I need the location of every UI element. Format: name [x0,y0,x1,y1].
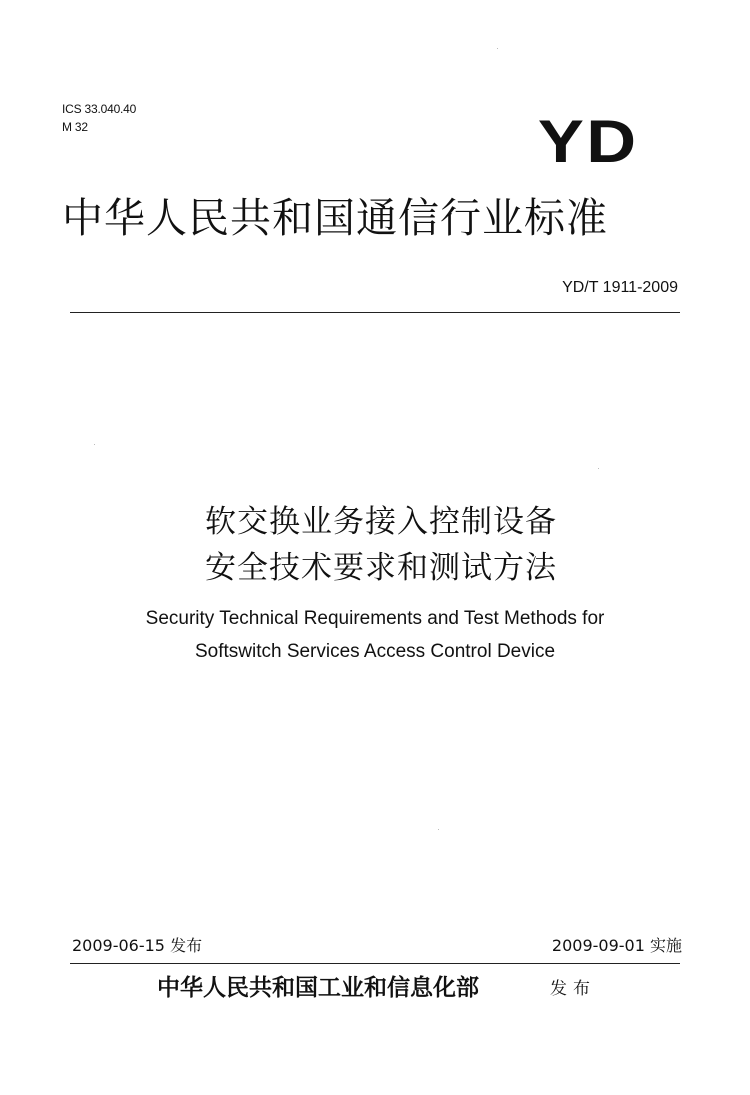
scan-speck [497,48,498,49]
english-title-line-2: Softswitch Services Access Control Device [194,641,556,662]
bottom-divider [70,963,680,964]
ccs-code: M 32 [62,120,88,134]
yd-logo: YD [537,108,638,175]
english-title-line-1: Security Technical Requirements and Test Methods for [145,608,605,629]
chinese-title-line-1: 软交换业务接入控制设备 [205,504,557,540]
ics-code: ICS 33.040.40 [62,102,137,116]
scan-speck [598,468,599,469]
top-divider [70,312,680,313]
issue-date: 2009-06-15 发布 [72,936,203,955]
chinese-title-line-2: 安全技术要求和测试方法 [205,550,557,586]
scan-speck [94,444,95,445]
standard-type-heading: 中华人民共和国通信行业标准 [62,194,608,242]
scan-speck [438,829,439,830]
standard-number: YD/T 1911-2009 [562,279,678,296]
publisher-suffix: 发布 [550,979,596,999]
publisher-name: 中华人民共和国工业和信息化部 [157,974,479,1001]
implementation-date: 2009-09-01 实施 [551,936,682,955]
classification-codes [62,100,136,136]
